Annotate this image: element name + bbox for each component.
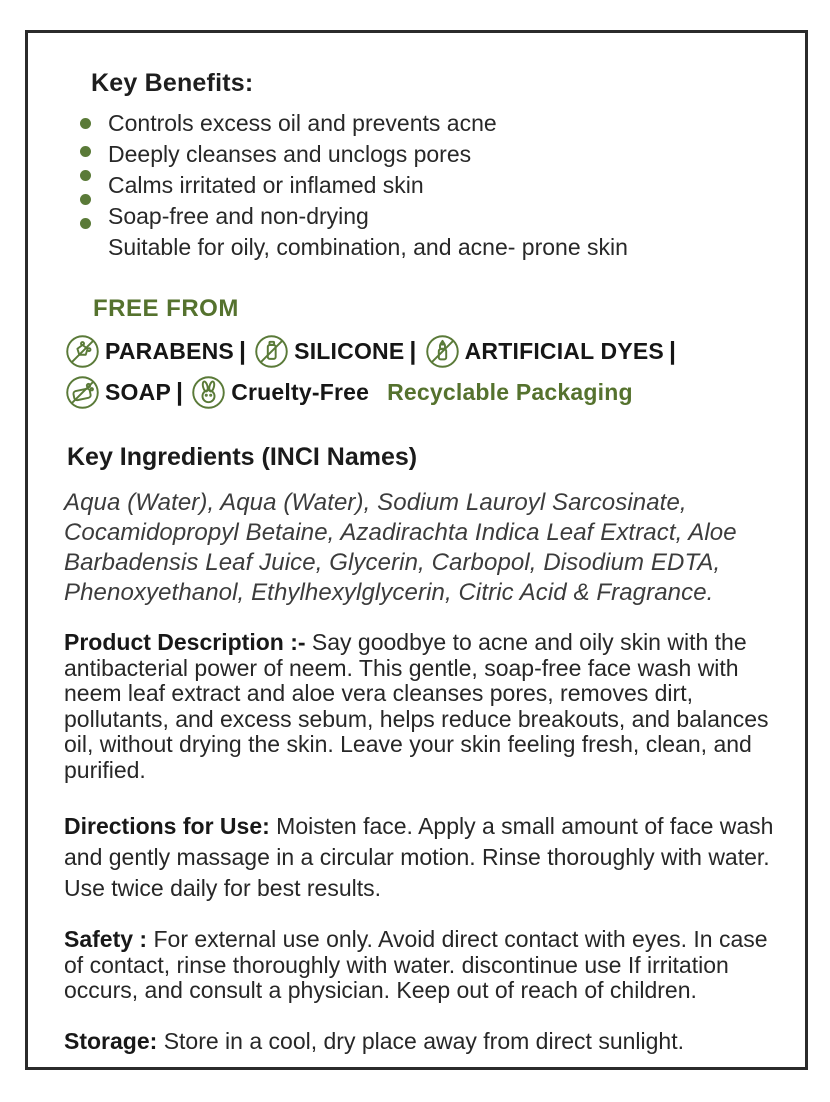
recyclable-packaging-label: Recyclable Packaging bbox=[387, 379, 633, 405]
ingredients-section bbox=[64, 443, 781, 608]
label-panel bbox=[25, 30, 808, 1070]
bullet-dot-icon bbox=[80, 194, 91, 205]
badge-label: SOAP bbox=[105, 379, 171, 405]
safety-label: Safety : bbox=[64, 926, 154, 952]
badge-label: PARABENS bbox=[105, 338, 234, 364]
directions-text: Moisten face. Apply a small amount of face wash and gently massage in a circular motion. Rinse thoroughly with water. Use twice daily for best results. bbox=[64, 813, 774, 901]
directions-for-use bbox=[64, 811, 778, 904]
ingredients-heading: Key Ingredients (INCI Names) bbox=[67, 443, 418, 471]
benefit-item: Soap-free and non-drying bbox=[108, 203, 369, 229]
bullet-dot-icon bbox=[80, 146, 91, 157]
badge-silicone bbox=[253, 333, 404, 370]
benefit-item: Calms irritated or inflamed skin bbox=[108, 172, 424, 198]
bullet-dot-icon bbox=[80, 170, 91, 181]
separator: | bbox=[668, 337, 677, 365]
product-description bbox=[64, 630, 778, 783]
free-from-heading: FREE FROM bbox=[93, 295, 239, 322]
storage-note bbox=[64, 1027, 778, 1055]
free-from-row-2 bbox=[64, 374, 781, 411]
badge-soap bbox=[64, 374, 171, 411]
badge-artificial-dyes bbox=[424, 333, 664, 370]
no-artificial-dyes-icon bbox=[424, 333, 461, 370]
directions-label: Directions for Use: bbox=[64, 813, 277, 839]
separator: | bbox=[409, 337, 417, 365]
no-soap-icon bbox=[64, 374, 101, 411]
free-from-row-1 bbox=[64, 333, 781, 370]
no-parabens-icon bbox=[64, 333, 101, 370]
badge-label: SILICONE bbox=[294, 338, 405, 364]
ingredients-text: Aqua (Water), Aqua (Water), Sodium Lauroyl Sarcosinate, Cocamidopropyl Betaine, Azadirachta Indica Leaf Extract, Aloe Barbadensis Leaf Juice, Glycerin, Carbopol, Disodium EDTA, Phenoxyethanol, Ethylhexylglycerin, Citric Acid & Fragrance. bbox=[64, 489, 737, 606]
product-description-text: Say goodbye to acne and oily skin with the antibacterial power of neem. This gentle, soap-free face wash with neem leaf extract and aloe vera cleanses pores, removes dirt, pollutants, and excess sebum, helps reduce breakouts, and balances oil, without drying the skin. Leave your skin feeling fresh, clean, and purified. bbox=[64, 629, 769, 783]
free-from-section bbox=[64, 295, 781, 411]
separator: | bbox=[175, 378, 184, 406]
bullet-dot-icon bbox=[80, 218, 91, 229]
bullet-dot-icon bbox=[80, 118, 91, 129]
benefit-item: Controls excess oil and prevents acne bbox=[108, 110, 497, 136]
badge-label: Cruelty-Free bbox=[231, 379, 370, 405]
safety-text: For external use only. Avoid direct contact with eyes. In case of contact, rinse thoroughly with water. discontinue use If irritation occurs, and consult a physician. Keep out of reach of children. bbox=[64, 926, 768, 1003]
storage-text: Store in a cool, dry place away from direct sunlight. bbox=[163, 1027, 684, 1054]
storage-label: Storage: bbox=[64, 1027, 164, 1054]
badge-label: ARTIFICIAL DYES bbox=[464, 338, 664, 364]
badge-cruelty-free bbox=[190, 374, 369, 411]
safety-note bbox=[64, 927, 778, 1004]
no-silicone-icon bbox=[253, 333, 290, 370]
key-benefits-heading: Key Benefits: bbox=[91, 69, 254, 97]
benefit-item: Deeply cleanses and unclogs pores bbox=[108, 141, 472, 167]
key-benefits-list bbox=[80, 108, 781, 263]
badge-parabens bbox=[64, 333, 234, 370]
benefit-item: Suitable for oily, combination, and acne- prone skin bbox=[108, 234, 628, 260]
product-description-label: Product Description :- bbox=[64, 629, 312, 655]
separator: | bbox=[238, 337, 247, 365]
cruelty-free-bunny-icon bbox=[190, 374, 227, 411]
